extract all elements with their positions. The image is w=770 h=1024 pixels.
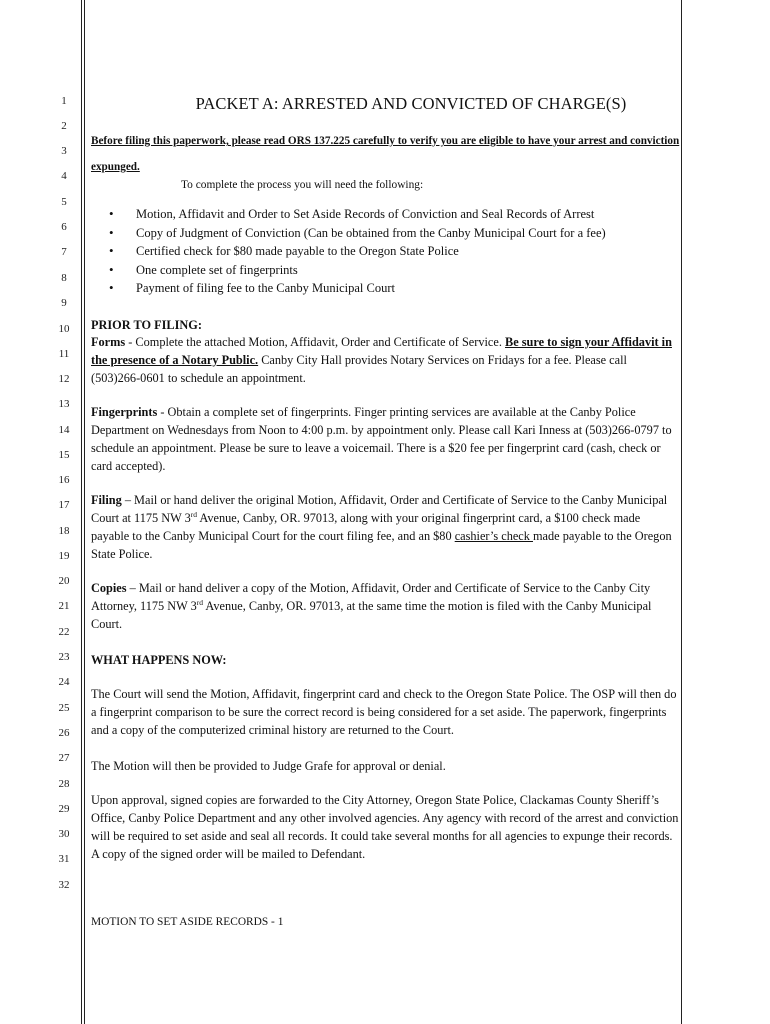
line-number: 31 [58,853,70,865]
line-number: 14 [58,424,70,436]
filing-text-3: made payable to the Oregon State Police. [91,529,672,561]
line-number: 27 [58,752,70,764]
line-number: 1 [61,95,67,107]
line-number: 28 [58,778,70,790]
filing-paragraph [91,491,679,563]
line-number: 29 [58,803,70,815]
line-number: 32 [58,879,70,891]
filing-label: Filing [91,493,122,507]
line-number: 30 [58,828,70,840]
fingerprints-label: Fingerprints [91,405,158,419]
line-number: 25 [58,702,70,714]
requirements-list [91,205,696,298]
line-number: 7 [61,246,67,258]
forms-text-2: Canby City Hall provides Notary Services on Fridays for a fee. Please call (503)266-0601 to schedule an appointment. [91,353,627,385]
eligibility-note: Before filing this paperwork, please read ORS 137.225 carefully to verify you are eligible to have your arrest and conviction expunged. [91,135,680,173]
line-number: 8 [61,272,67,284]
line-number: 26 [58,727,70,739]
approval-paragraph: Upon approval, signed copies are forwarded to the City Attorney, Oregon State Police, Clackamas County Sheriff’s Office, Canby Police Department and any other involved agencies. Any agency with record of the arrest and conviction will be required to set aside and seal all records. It could take several months for all agencies to expunge their records. A copy of the signed order will be mailed to Defendant. [91,793,679,861]
right-margin-rule [681,0,682,1024]
requirement-item: • Motion, Affidavit and Order to Set Aside Records of Conviction and Seal Records of Arrest [136,205,696,224]
requirement-item: • Payment of filing fee to the Canby Municipal Court [136,279,696,298]
left-margin-rule-inner [84,0,85,1024]
line-number: 19 [58,550,70,562]
line-number: 4 [61,170,67,182]
fingerprints-text: - Obtain a complete set of fingerprints. Finger printing services are available at the Canby Police Department on Wednesdays from Noon to 4:00 p.m. by appointment only. Please call Kari Inness at (503)266-0797 to schedule an appointment. Please be sure to leave a voicemail. There is a $20 fee per fingerprint card (cash, check or card accepted). [91,405,672,473]
court-process-paragraph: The Court will send the Motion, Affidavit, fingerprint card and check to the Oregon State Police. The OSP will then do a fingerprint comparison to be sure the correct record is being considered for a set aside. The paperwork, fingerprints and a copy of the computerized criminal history are returned to the Court. [91,687,677,737]
forms-label: Forms [91,335,126,349]
copies-text: – Mail or hand deliver a copy of the Motion, Affidavit, Order and Certificate of Service to the Canby City Attorney, 1175 NW 3 [91,581,651,613]
requirement-item: • One complete set of fingerprints [136,261,696,280]
forms-text: - Complete the attached Motion, Affidavit, Order and Certificate of Service. [125,335,505,349]
requirement-item: • Certified check for $80 made payable to the Oregon State Police [136,242,696,261]
line-number: 16 [58,474,70,486]
requirement-item: • Copy of Judgment of Conviction (Can be obtained from the Canby Municipal Court for a fee) [136,224,696,243]
what-happens-heading: WHAT HAPPENS NOW: [91,653,227,667]
cashiers-check-underlined: cashier’s check [454,529,533,543]
line-number: 10 [58,323,70,335]
packet-title: PACKET A: ARRESTED AND CONVICTED OF CHARGE(S) [195,94,627,113]
line-number: 22 [58,626,70,638]
line-number: 15 [58,449,70,461]
line-number: 13 [58,398,70,410]
line-number: 2 [61,120,67,132]
copies-label: Copies [91,581,127,595]
line-number: 18 [58,525,70,537]
line-number: 6 [61,221,67,233]
forms-paragraph [91,333,679,387]
page-footer: MOTION TO SET ASIDE RECORDS - 1 [91,916,284,928]
ordinal-suffix: rd [196,597,204,607]
filing-text-2: Avenue, Canby, OR. 97013, along with your original fingerprint card, a $100 check made payable to the Canby Municipal Court for the court filing fee, and an $80 [91,511,641,543]
line-number: 21 [58,600,70,612]
line-number: 20 [58,575,70,587]
ordinal-suffix: rd [190,509,197,519]
requirements-intro: To complete the process you will need the following: [181,179,424,191]
line-number: 9 [61,297,67,309]
line-number: 12 [58,373,70,385]
line-number: 23 [58,651,70,663]
prior-to-filing-heading: PRIOR TO FILING: [91,318,202,332]
copies-text-2: Avenue, Canby, OR. 97013, at the same time the motion is filed with the Canby Municipal Court. [91,599,652,631]
filing-text: – Mail or hand deliver the original Motion, Affidavit, Order and Certificate of Service to the Canby Municipal Court at 1175 NW 3 [91,493,668,525]
line-number: 17 [58,499,70,511]
copies-paragraph [91,579,679,633]
judge-paragraph: The Motion will then be provided to Judge Grafe for approval or denial. [91,759,446,773]
left-margin-rule-outer [81,0,82,1024]
notary-emphasis: Be sure to sign your Affidavit in the presence of a Notary Public. [91,335,672,367]
fingerprints-paragraph [91,403,679,475]
line-number: 11 [58,348,70,360]
line-number: 24 [58,676,70,688]
line-number: 3 [61,145,67,157]
line-number: 5 [61,196,67,208]
